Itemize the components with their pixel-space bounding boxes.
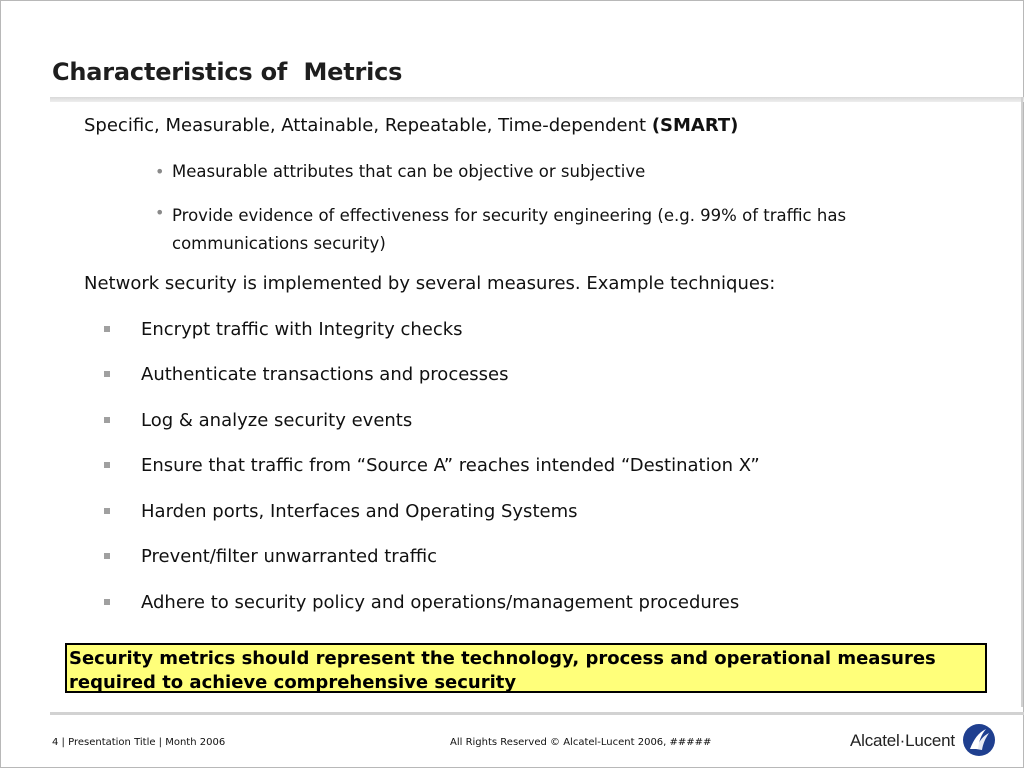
technique-item: Log & analyze security events	[141, 410, 413, 431]
footer-divider	[50, 712, 1024, 715]
square-bullet	[104, 326, 110, 332]
square-bullet	[104, 417, 110, 423]
square-bullet	[104, 553, 110, 559]
technique-item: Authenticate transactions and processes	[141, 364, 509, 385]
technique-item: Adhere to security policy and operations/management procedures	[141, 592, 740, 613]
sub-bullet-2: Provide evidence of effectiveness for security engineering (e.g. 99% of traffic has communications security)	[172, 206, 847, 253]
slide-title: Characteristics of Metrics	[52, 58, 403, 86]
technique-item: Prevent/filter unwarranted traffic	[141, 546, 438, 567]
title-divider	[50, 97, 1024, 102]
technique-item: Ensure that traffic from “Source A” reaches intended “Destination X”	[141, 455, 760, 476]
sub-bullet-dot: •	[155, 203, 165, 222]
square-bullet	[104, 462, 110, 468]
smart-intro	[84, 115, 738, 136]
smart-acronym: (SMART)	[651, 115, 739, 136]
callout-box: Security metrics should represent the technology, process and operational measures required to achieve comprehensive security	[65, 643, 987, 693]
square-bullet	[104, 508, 110, 514]
square-bullet	[104, 371, 110, 377]
square-bullet	[104, 599, 110, 605]
techniques-lead: Network security is implemented by several measures. Example techniques:	[84, 273, 776, 294]
technique-item: Harden ports, Interfaces and Operating Systems	[141, 501, 578, 522]
footer-center: All Rights Reserved © Alcatel-Lucent 2006, #####	[450, 737, 712, 748]
sub-bullet-dot: •	[155, 162, 165, 181]
smart-intro-text: Specific, Measurable, Attainable, Repeatable, Time-dependent	[84, 115, 652, 136]
right-edge-divider	[1021, 97, 1023, 707]
sub-bullet-1: Measurable attributes that can be objective or subjective	[172, 162, 646, 181]
footer-left: 4 | Presentation Title | Month 2006	[52, 737, 226, 748]
alcatel-lucent-logo-icon	[962, 723, 996, 757]
technique-item: Encrypt traffic with Integrity checks	[141, 319, 463, 340]
company-logo-text: Alcatel·Lucent	[850, 731, 955, 750]
